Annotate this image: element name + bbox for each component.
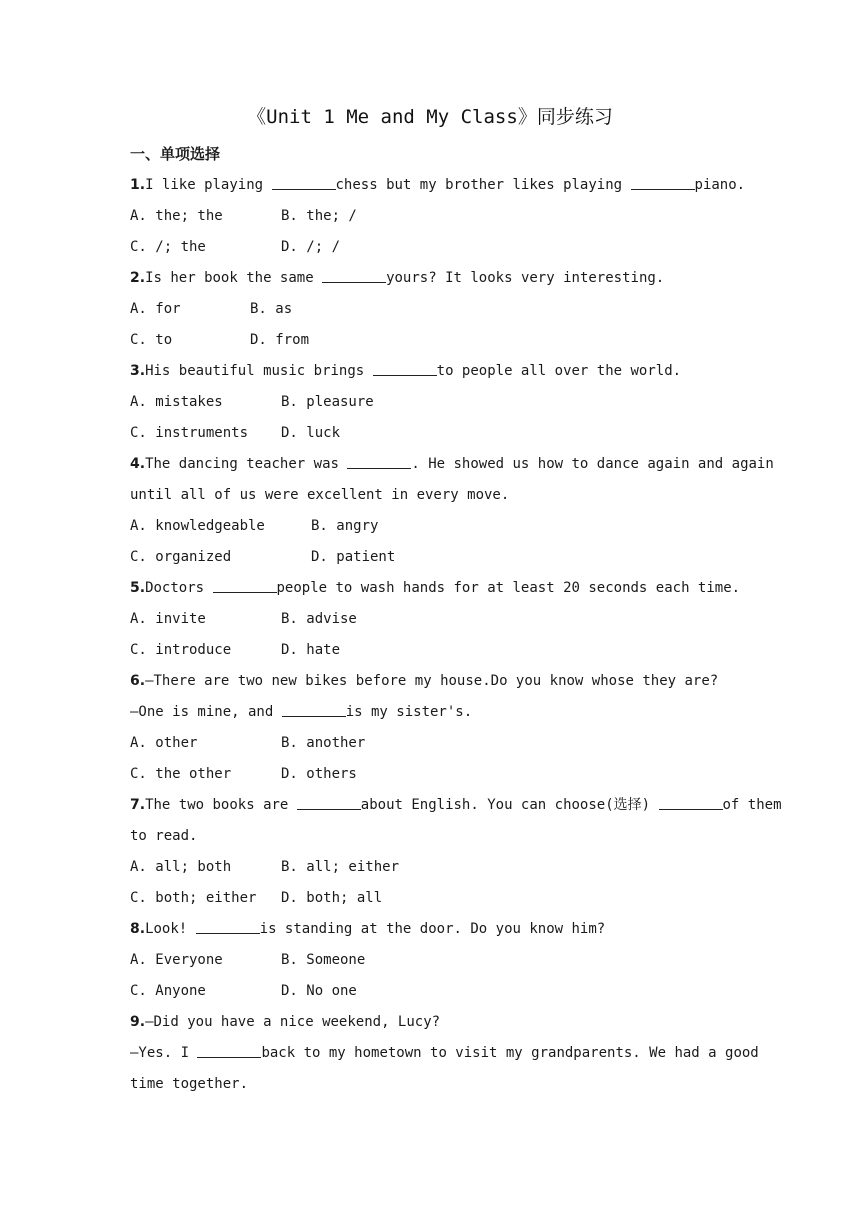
answer-blank	[631, 175, 695, 190]
question-1	[130, 175, 745, 195]
answer-blank	[297, 795, 361, 810]
option-b: B. the; /	[281, 208, 357, 224]
question-text: back to my hometown to visit my grandparents. We had a good	[261, 1045, 759, 1061]
option-b: B. angry	[311, 518, 379, 534]
question-number: 3.	[130, 363, 146, 379]
option-a: A. Everyone	[130, 952, 223, 968]
question-number: 1.	[130, 177, 146, 193]
option-c: C. both; either	[130, 890, 257, 906]
question-text: to people all over the world.	[436, 363, 682, 379]
question-number: 4.	[130, 456, 146, 472]
question-text: Doctors	[145, 580, 213, 596]
option-c: C. introduce	[130, 642, 232, 658]
answer-blank	[272, 175, 336, 190]
option-c: C. organized	[130, 549, 232, 565]
option-d: D. others	[281, 766, 357, 782]
answer-blank	[282, 702, 346, 717]
question-text: yours? It looks very interesting.	[386, 270, 665, 286]
question-6	[130, 671, 718, 691]
question-number: 5.	[130, 580, 146, 596]
question-3	[130, 361, 681, 381]
question-number: 8.	[130, 921, 146, 937]
question-text: is my sister's.	[345, 704, 473, 720]
question-text: Look!	[145, 921, 196, 937]
question-text: The two books are	[145, 797, 297, 813]
option-b: B. advise	[281, 611, 357, 627]
question-5	[130, 578, 740, 598]
option-d: D. No one	[281, 983, 357, 999]
option-c: C. the other	[130, 766, 232, 782]
question-text: —Yes. I	[130, 1045, 198, 1061]
question-number: 6.	[130, 673, 146, 689]
question-text: piano.	[694, 177, 746, 193]
option-b: B. another	[281, 735, 366, 751]
question-text: . He showed us how to dance again and again	[411, 456, 774, 472]
option-d: D. /; /	[281, 239, 341, 255]
option-a: A. the; the	[130, 208, 223, 224]
option-d: D. hate	[281, 642, 341, 658]
section-heading: 一、单项选择	[130, 145, 221, 163]
option-d: D. luck	[281, 425, 341, 441]
question-text: is standing at the door. Do you know him?	[259, 921, 606, 937]
option-a: A. other	[130, 735, 198, 751]
option-c: C. instruments	[130, 425, 249, 441]
option-c: C. /; the	[130, 239, 206, 255]
question-text: Is her book the same	[145, 270, 323, 286]
question-text: of them	[722, 797, 782, 813]
question-number: 7.	[130, 797, 146, 813]
answer-blank	[213, 578, 277, 593]
option-b: B. all; either	[281, 859, 400, 875]
option-a: A. mistakes	[130, 394, 223, 410]
question-4	[130, 454, 774, 474]
option-b: B. as	[250, 301, 293, 317]
option-a: A. all; both	[130, 859, 232, 875]
question-2	[130, 268, 664, 288]
question-text: —Did you have a nice weekend, Lucy?	[145, 1014, 441, 1030]
option-c: C. Anyone	[130, 983, 206, 999]
question-text-continued	[130, 1043, 759, 1063]
answer-blank	[659, 795, 723, 810]
option-d: D. both; all	[281, 890, 383, 906]
question-text-continued	[130, 702, 472, 722]
question-text: chess but my brother likes playing	[335, 177, 631, 193]
option-a: A. knowledgeable	[130, 518, 265, 534]
option-d: D. from	[250, 332, 310, 348]
option-d: D. patient	[311, 549, 396, 565]
option-b: B. pleasure	[281, 394, 374, 410]
answer-blank	[322, 268, 386, 283]
question-text: —One is mine, and	[130, 704, 282, 720]
question-text: about English. You can choose(选择)	[360, 797, 659, 813]
option-b: B. Someone	[281, 952, 366, 968]
question-text: —There are two new bikes before my house.Do you know whose they are?	[145, 673, 719, 689]
answer-blank	[347, 454, 411, 469]
question-text-continued: until all of us were excellent in every move.	[130, 487, 510, 503]
question-8	[130, 919, 605, 939]
page-title: 《Unit 1 Me and My Class》同步练习	[247, 106, 613, 128]
question-text: The dancing teacher was	[145, 456, 348, 472]
answer-blank	[196, 919, 260, 934]
option-a: A. invite	[130, 611, 206, 627]
question-text: His beautiful music brings	[145, 363, 373, 379]
question-9	[130, 1012, 440, 1032]
question-number: 9.	[130, 1014, 146, 1030]
answer-blank	[197, 1043, 261, 1058]
question-text-continued: time together.	[130, 1076, 249, 1092]
option-c: C. to	[130, 332, 173, 348]
question-7	[130, 795, 782, 815]
question-text: people to wash hands for at least 20 seconds each time.	[276, 580, 741, 596]
question-text-continued: to read.	[130, 828, 198, 844]
answer-blank	[373, 361, 437, 376]
question-text: I like playing	[145, 177, 272, 193]
option-a: A. for	[130, 301, 181, 317]
question-number: 2.	[130, 270, 146, 286]
